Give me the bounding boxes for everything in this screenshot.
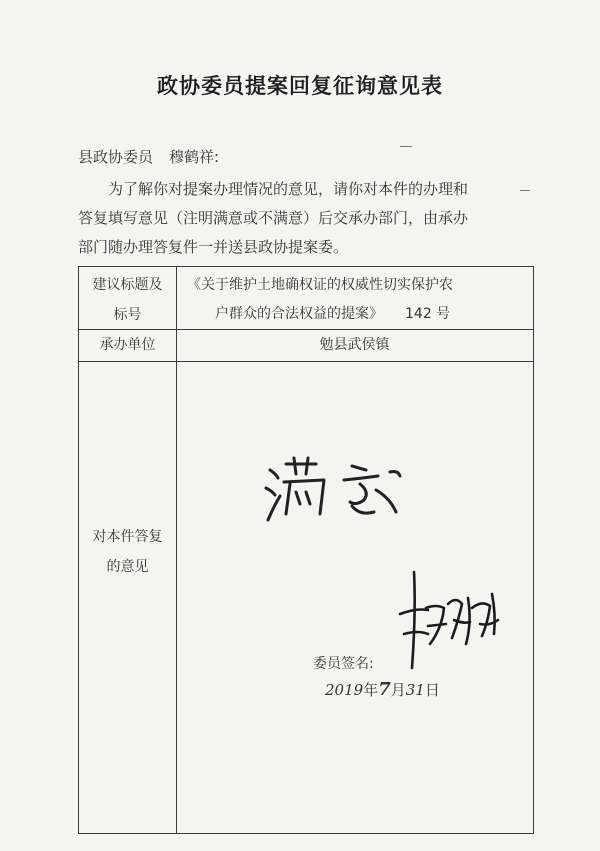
reply-label xyxy=(79,522,176,582)
reply-label-line-2: 的意见 xyxy=(106,559,149,575)
sign-date xyxy=(325,679,440,700)
stray-mark xyxy=(400,146,412,147)
reply-label-line-1: 对本件答复 xyxy=(92,529,163,545)
topic-number: 142 号 xyxy=(405,306,451,322)
topic-value-line-2 xyxy=(187,300,527,329)
addressee-name: 穆鹤祥: xyxy=(169,148,220,166)
unit-value: 勉县武侯镇 xyxy=(319,337,390,353)
topic-value-line-2-text: 户群众的合法权益的提案》 xyxy=(215,306,383,322)
topic-value xyxy=(187,271,527,329)
date-year-suffix: 年 xyxy=(363,681,379,699)
instruction-line-3: 部门随办理答复件一并送县政协提案委。 xyxy=(78,238,349,256)
sign-label: 委员签名: xyxy=(313,656,374,672)
addressee-line xyxy=(78,146,219,167)
unit-label: 承办单位 xyxy=(99,337,156,353)
instruction-line-1: 为了解你对提案办理情况的意见，请你对本件的办理和 xyxy=(108,180,469,198)
addressee-label: 县政协委员 xyxy=(78,148,154,166)
handwritten-satisfied-mark xyxy=(260,450,420,530)
topic-label-line-1: 建议标题及 xyxy=(92,277,163,293)
topic-label-line-2: 标号 xyxy=(113,307,142,323)
member-signature xyxy=(398,568,508,678)
topic-label xyxy=(79,270,176,330)
document-title: 政协委员提案回复征询意见表 xyxy=(157,74,443,98)
date-year: 2019 xyxy=(325,681,364,699)
instruction-line-2: 答复填写意见（注明满意或不满意）后交承办部门，由承办 xyxy=(78,209,469,227)
date-month: 7 xyxy=(378,679,391,700)
topic-value-line-1: 《关于维护土地确权证的权威性切实保护农 xyxy=(187,277,453,293)
opinion-form-table xyxy=(78,266,534,834)
stray-mark xyxy=(520,190,530,191)
row-divider-2 xyxy=(79,361,533,362)
date-month-suffix: 月 xyxy=(390,681,406,699)
date-day: 31 xyxy=(405,681,425,699)
date-day-suffix: 日 xyxy=(424,681,440,699)
